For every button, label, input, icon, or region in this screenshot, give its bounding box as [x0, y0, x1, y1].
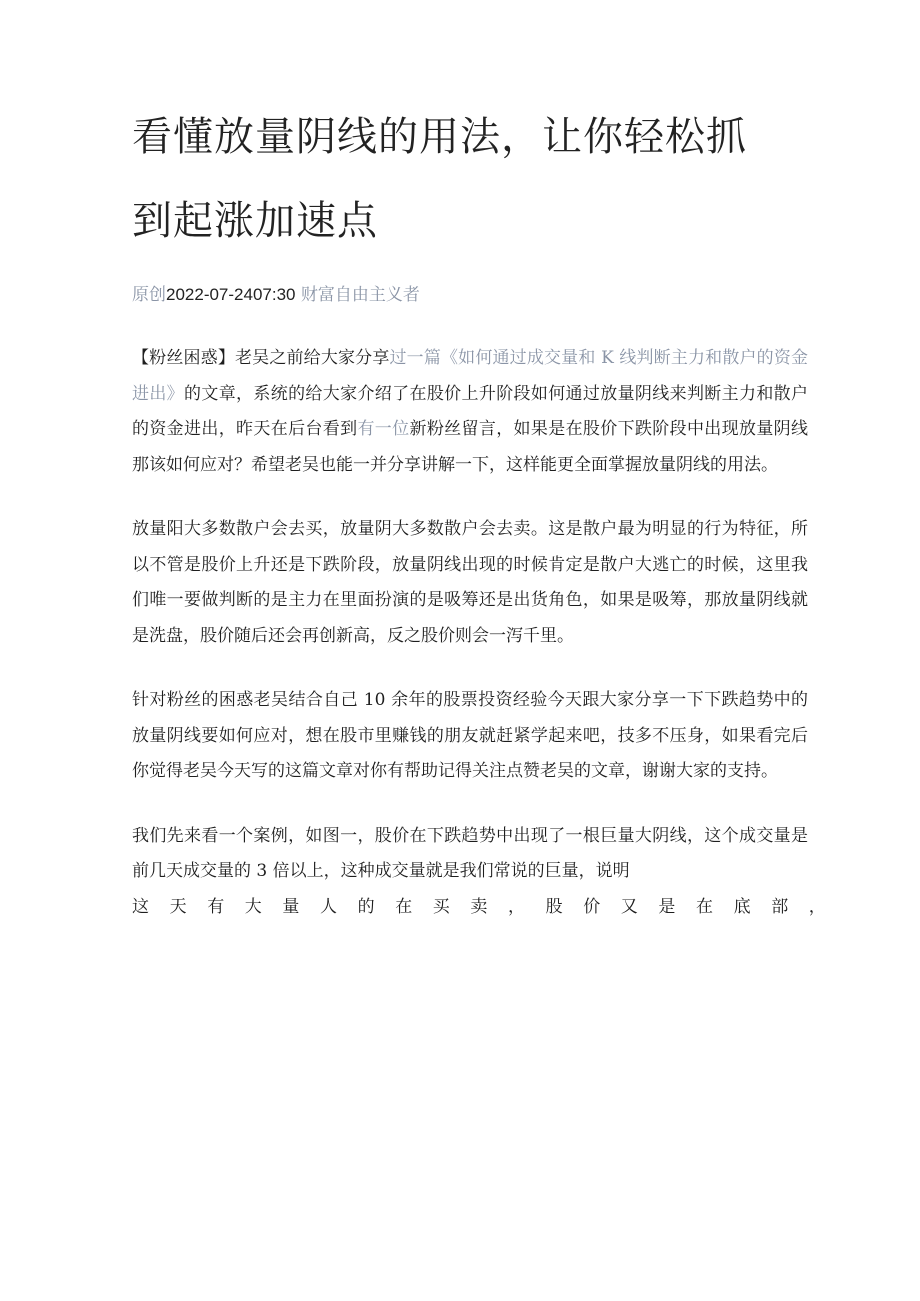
p1-middle: 的文章，系统的给大家介绍了在股价上升阶段如何通过放量阴线来判断主力和散户的资金进出，昨天在后台看到	[132, 383, 809, 439]
article-title	[132, 95, 808, 263]
title-line-2: 到起涨加速点	[132, 198, 378, 244]
p1-prefix: 【粉丝困惑】老吴之前给大家分享	[132, 348, 390, 368]
paragraph-case-example: 我们先来看一个案例，如图一，股价在下跌趋势中出现了一根巨量大阴线，这个成交量是前几天成交量的 3 倍以上，这种成交量就是我们常说的巨量，说明	[132, 825, 808, 881]
paragraph-retail-behavior: 放量阳大多数散户会去买，放量阴大多数散户会去卖。这是散户最为明显的行为特征，所以不管是股价上升还是下跌阶段，放量阴线出现的时候肯定是散户大逃亡的时候，这里我们唯一要做判断的是主力在里面扮演的是吸筹还是出货角色，如果是吸筹，那放量阴线就是洗盘，股价随后还会再创新高，反之股价则会一泻千里。	[132, 519, 808, 646]
paragraph-fan-question	[132, 341, 808, 483]
article	[132, 95, 847, 925]
related-article-link[interactable]: 过一篇《如何通过成交量和 K 线判断主力和散户的资金进出》	[132, 348, 808, 404]
fan-link[interactable]: 有一位	[357, 419, 410, 439]
original-label: 原创	[132, 285, 166, 305]
p1-suffix: 新粉丝留言，如果是在股价下跌阶段中出现放量阴线那该如何应对？希望老吴也能一并分享讲解一下，这样能更全面掌握放量阴线的用法。	[132, 419, 809, 475]
author-name[interactable]: 财富自由主义者	[300, 285, 420, 305]
paragraph-case-example-last-line: 这天有大量人的在买卖，股价又是在底部，	[132, 896, 847, 917]
article-meta	[132, 283, 808, 307]
publish-datetime: 2022-07-2407:30	[166, 285, 296, 304]
title-line-1: 看懂放量阴线的用法，让你轻松抓	[132, 114, 747, 160]
paragraph-intro: 针对粉丝的困惑老吴结合自己 10 余年的股票投资经验今天跟大家分享一下下跌趋势中的放量阴线要如何应对，想在股市里赚钱的朋友就赶紧学起来吧，技多不压身，如果看完后你觉得老吴今天写的这篇文章对你有帮助记得关注点赞老吴的文章，谢谢大家的支持。	[132, 690, 808, 781]
